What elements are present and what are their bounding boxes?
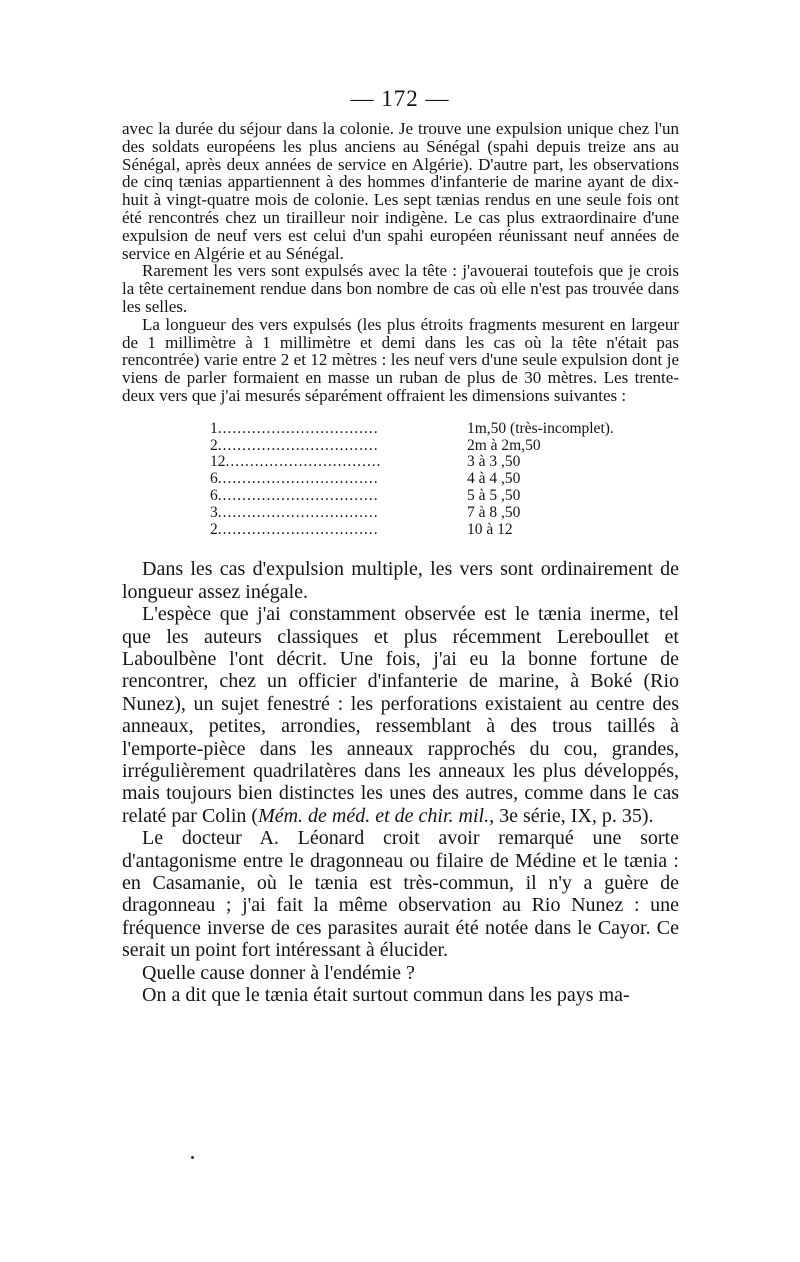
worm-count: 2: [210, 437, 218, 454]
worm-count: 1: [210, 420, 218, 437]
worm-length: 10 à 12: [467, 520, 513, 538]
table-row: 1................................. 1m,50 (très-incomplet).: [210, 419, 614, 437]
paragraph-question: Quelle cause donner à l'endémie ?: [142, 961, 415, 984]
worm-count: 2: [210, 521, 218, 538]
table-row: 2................................. 10 à 12: [210, 520, 513, 538]
paragraph-species: L'espèce que j'ai constamment observée est le tænia inerme, tel que les auteurs classiques et plus récemment Lereboullet et Laboulbène l'ont décrit. Une fois, j'ai eu la bonne fortune de rencontrer, chez un officier d'infanterie de marine, à Boké (Rio Nunez), un sujet fenestré : les perforations existaient au centre des anneaux, petites, arrondies, ressemblant à des trous taillés à l'emporte-pièce dans les anneaux rapprochés du cou, grandes, irrégulièrement quadrilatères dans les anneaux les plus développés, mais toujours bien distinctes les unes des autres, comme dans le cas relaté par Colin (Mém. de méd. et de chir. mil., 3e série, IX, p. 35).: [122, 603, 679, 827]
paragraph-multiple-expulsion: Dans les cas d'expulsion multiple, les vers sont ordinairement de longueur assez inégale.: [122, 558, 679, 603]
paragraph-antagonism: Le docteur A. Léonard croit avoir remarqué une sorte d'antagonisme entre le dragonneau ou filaire de Médine et le tænia : en Casamanie, où le tænia est très-commun, il n'y a guère de dragonneau ; j'ai fait la même observation au Rio Nunez : une fréquence inverse de ces parasites aurait été notée dans le Cayor. Ce serait un point fort intéressant à élucider.: [122, 827, 679, 962]
table-row: 2................................. 2m à 2m,50: [210, 436, 541, 454]
paragraph-continuation: On a dit que le tænia était surtout commun dans les pays ma-: [142, 984, 630, 1007]
worm-count: 6: [210, 471, 218, 488]
worm-count: 6: [210, 487, 218, 504]
worm-length: 5 à 5 ,50: [467, 486, 521, 504]
worm-length: 4 à 4 ,50: [467, 470, 521, 488]
worm-count: 12: [210, 454, 226, 471]
table-row: 6................................. 4 à 4 ,50: [210, 470, 521, 488]
page-number: — 172 —: [350, 86, 450, 111]
lower-text-block: [122, 558, 679, 1006]
ink-speck: [191, 1156, 194, 1159]
table-row: 6................................. 5 à 5 ,50: [210, 486, 521, 504]
worm-length: 1m,50 (très-incomplet).: [467, 419, 614, 437]
citation-title: Mém. de méd. et de chir. mil.: [258, 804, 490, 827]
worm-length: 7 à 8 ,50: [467, 503, 521, 521]
worm-count: 3: [210, 504, 218, 521]
worm-length: 3 à 3 ,50: [467, 453, 521, 471]
paragraph-worm-length: La longueur des vers expulsés (les plus étroits fragments mesurent en largeur de 1 millimètre à 1 millimètre et demi dans les cas où la tête n'était pas rencontrée) varie entre 2 et 12 mètres : les neuf vers d'une seule expulsion dont je viens de parler formaient en masse un ruban de plus de 30 mètres. Les trente-deux vers que j'ai mesurés séparément offraient les dimensions suivantes :: [122, 314, 679, 405]
paragraph-head-expulsion: Rarement les vers sont expulsés avec la tête : j'avouerai toutefois que je crois la tête certainement rendue dans bon nombre de cas où elle n'est pas trouvée dans les selles.: [122, 261, 679, 316]
paragraph-colony-duration: avec la durée du séjour dans la colonie. Je trouve une expulsion unique chez l'un des soldats européens les plus anciens au Sénégal (spahi depuis treize ans au Sénégal, après deux années de service en Algérie). D'autre part, les observations de cinq tænias appartiennent à des hommes d'infanterie de marine ayant de dix-huit à vingt-quatre mois de colonie. Les sept tænias rendus en une seule fois ont été rencontrés chez un tirailleur noir indigène. Le cas plus extraordinaire d'une expulsion de neuf vers est celui d'un spahi européen réunissant neuf années de service en Algérie et au Sénégal.: [122, 119, 679, 263]
table-row: 12................................ 3 à 3 ,50: [210, 453, 521, 471]
worm-length: 2m à 2m,50: [467, 436, 541, 454]
table-row: 3................................. 7 à 8 ,50: [210, 503, 521, 521]
text-column: [122, 120, 679, 1006]
measurement-table: [122, 421, 679, 539]
